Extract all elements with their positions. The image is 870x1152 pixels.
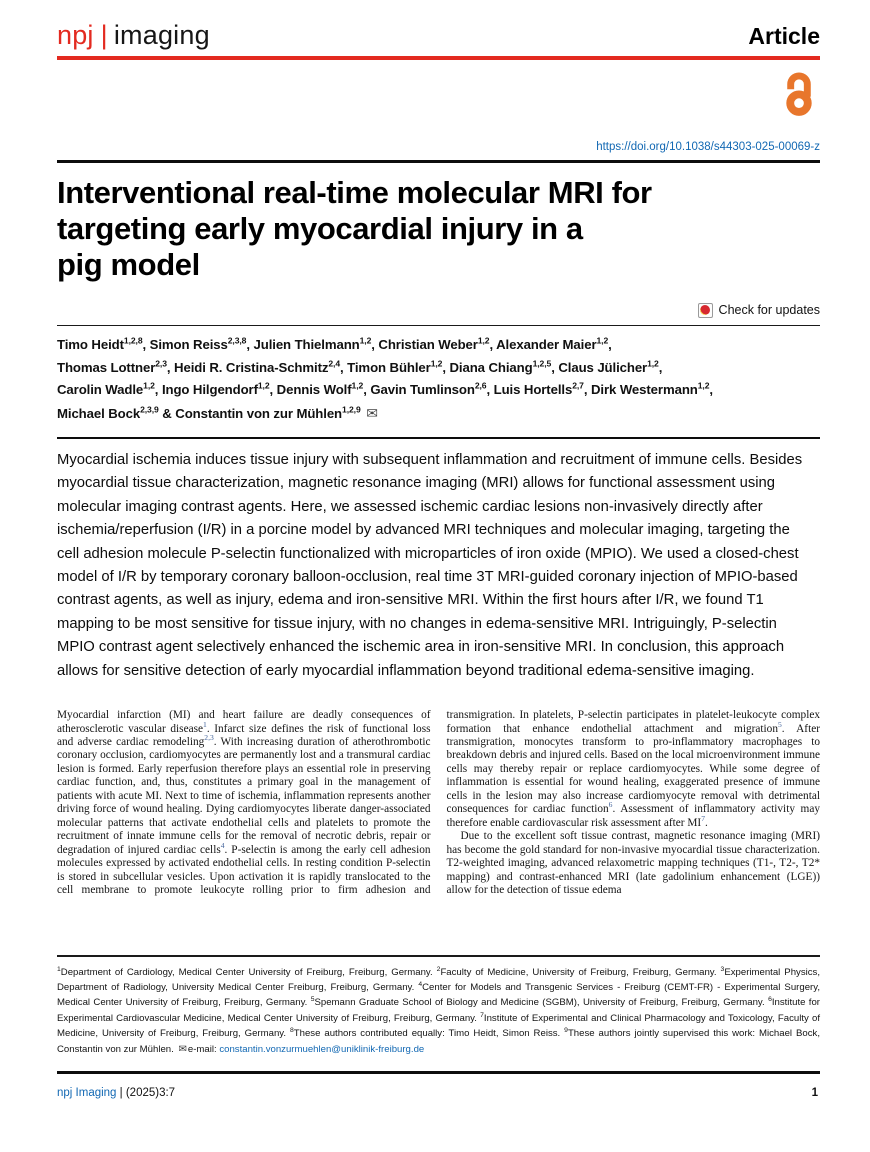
crossmark-icon — [698, 303, 713, 318]
abstract-top-rule — [57, 437, 820, 439]
superscript: 5 — [310, 996, 315, 1004]
open-access-row — [57, 69, 820, 117]
author-affiliation-superscript: 1,2 — [143, 380, 155, 391]
corresponding-author-email-icon[interactable]: ✉ — [366, 404, 378, 421]
body-paragraph-1: Myocardial infarction (MI) and heart failure are deadly consequences of atherosclerotic vascular disease$^1$. Infarct size defines the risk of functional loss and adverse cardiac remodeling$^{2,3}$. With increasing duration of atherothrombotic coronary occlusion, cardiomyocytes are permanently lost and a transmural cardiac lesion is formed. Early reperfusion therefore plays an essential role in preserving cardiac function, and, thus, constitutes a primary goal in the management of patients with acute MI. Next to time of ischemia, inflammation represents another driving force of wound healing. Dying cardiomyocytes liberate danger-associated molecular patterns that activate endothelial cells and platelets to promote the recruitment of innate immune cells for the removal of necrotic debris, repair or degradation of injured cardiac cells$^4$. P-selectin is among the early cell adhesion molecules expressed by activated endothelial cells. In resting condition P-selectin is stored in subcellular vesicles. Upon activation it is rapidly translocated to the cell membrane to promote leukocyte rolling prior to firm adhesion and transmigration. In platelets, P-selectin participates in platelet-leukocyte complex formation that enhance endothelial attachment and migration$^5$. After transmigration, monocytes transform to pro-inflammatory macrophages to breakdown debris and injured cells. Based on the local microenvironment immune cells may thereby repair or replace cardiomyocytes. While some degree of inflammation is essential for wound healing, exaggerated presence of immune cells in the lesion may also increase cardiomyocyte removal with detrimental consequences for cardiac function$^6$. Assessment of inflammatory activity may therefore enable cardiovascular risk assessment after $MI^7$. — [57, 709, 820, 896]
title-line: targeting early myocardial injury in a — [57, 210, 583, 246]
masthead — [57, 20, 820, 51]
author-affiliation-superscript: 2,3,8 — [227, 335, 247, 346]
check-for-updates-label: Check for updates — [718, 303, 820, 317]
author-line: Michael Bock$^{2,3,9}$ & Constantin von zur Mühlen$^{1,2,9}$ ✉ — [57, 404, 378, 421]
author-affiliation-superscript: 1,2 — [647, 358, 659, 369]
affiliations-text: $^1$Department of Cardiology, Medical Center University of Freiburg, Freiburg, Germany. $^2$Faculty of Medicine, University of Freiburg, Freiburg, Germany. $^3$Experimental Physics, Department of Radiology, University Medical Center Freiburg, Freiburg, Germany. $^4$Center for Models and Transgenic Services - Freiburg (CEMT-FR) - Experimental Surgery, Medical Center University of Freiburg, Freiburg, Germany. $^5$Spemann Graduate School of Biology and Medicine (SGBM), University of Freiburg, Freiburg, Germany. $^6$Institute for Experimental Cardiovascular Medicine, Medical Center University of Freiburg, Freiburg, Germany. $^7$Institute of Experimental and Clinical Pharmacology and Toxicology, Faculty of Medicine, University of Freiburg, Freiburg, Germany. $^8$These authors contributed equally: Timo Heidt, Simon Reiss. $^9$These authors jointly supervised this work: Michael Bock, Constantin von zur Mühlen. — [57, 965, 821, 1055]
email-icon: ✉ — [178, 1043, 187, 1055]
author-affiliation-superscript: 2,7 — [572, 380, 584, 391]
email-link[interactable]: constantin.vonzurmuehlen@uniklinik-freiburg.de — [219, 1043, 425, 1055]
body-paragraph-2: Due to the excellent soft tissue contrast, magnetic resonance imaging (MRI) has become the gold standard for non-invasive myocardial tissue characterization. T2-weighted imaging, advanced relaxometric mapping techniques (T1-, T2-, T2* mapping) and contrast-enhanced MRI (late gadolinium enhancement (LGE)) allow for the detection of tissue edema — [446, 830, 820, 896]
author-affiliation-superscript: 1,2,8 — [123, 335, 143, 346]
email-label: e-mail: — [187, 1043, 220, 1055]
superscript: 8 — [289, 1027, 294, 1034]
doi-row — [57, 141, 820, 153]
journal-logo — [57, 20, 210, 51]
open-access-icon — [778, 69, 820, 117]
footer-citation — [57, 1087, 175, 1099]
author-line: Carolin Wadle$^{1,2}$, Ingo Hilgendorf$^{1,2}$, Dennis Wolf$^{1,2}$, Gavin Tumlinson$^{2,6}$, Luis Hortells$^{2,7}$, Dirk Westermann$^{1,2}$, — [57, 380, 713, 397]
author-affiliation-superscript: 2,6 — [474, 380, 487, 391]
superscript: 2 — [436, 965, 441, 973]
abstract-text: Myocardial ischemia induces tissue injury with subsequent inflammation and recruitment of immune cells. Besides myocardial tissue characterization, magnetic resonance imaging (MRI) allows for functional assessment using molecular imaging contrast agents. Here, we assessed ischemic cardiac lesions non-invasively directly after ischemia/reperfusion (I/R) in a porcine model by advanced MRI techniques and molecular imaging, targeting the cell adhesion molecule P-selectin functionalized with microparticles of iron oxide (MPIO). We used a closed-chest model of I/R by temporary coronary balloon-occlusion, real time 3T MRI-guided coronary injection of MPIO-based contrast agents, as well as injury, edema and iron-sensitive MRI. Within the first hours after I/R, we found T1 mapping to be most sensitive for tissue injury, with no changes in edema-sensitive MRI. Intriguingly, P-selectin MPIO contrast agent selectively enhanced the ischemic area in iron-sensitive MRI. In conclusion, this approach allows for sensitive detection of early myocardial inflammation beyond traditional edema-sensitive imaging. — [57, 452, 803, 679]
superscript: 2,3 — [204, 733, 214, 743]
article-type-label: Article — [748, 23, 820, 49]
author-affiliation-superscript: 1,2,9 — [342, 404, 361, 415]
superscript: 3 — [720, 965, 725, 973]
author-affiliation-superscript: 1,2 — [430, 358, 443, 369]
author-line: Thomas Lottner$^{2,3}$, Heidi R. Cristina-Schmitz$^{2,4}$, Timon Bühler$^{1,2}$, Diana Chiang$^{1,2,5}$, Claus Jülicher$^{1,2}$, — [57, 358, 663, 375]
footnote-rule — [57, 955, 820, 957]
title-line: Interventional real-time molecular MRI for — [57, 174, 652, 210]
doi-link[interactable]: https://doi.org/10.1038/s44303-025-00069-z — [596, 141, 820, 153]
author-line: Timo Heidt$^{1,2,8}$, Simon Reiss$^{2,3,8}$, Julien Thielmann$^{1,2}$, Christian Weber$^{1,2}$, Alexander Maier$^{1,2}$, — [57, 335, 612, 352]
header-rule — [57, 160, 820, 163]
author-list — [57, 334, 820, 425]
author-affiliation-superscript: 2,3 — [155, 358, 167, 369]
page-title — [57, 175, 820, 283]
superscript: 6 — [768, 996, 772, 1004]
footer-journal-link[interactable]: npj Imaging — [57, 1086, 117, 1099]
superscript: 1 — [203, 719, 207, 729]
journal-logo-name: imaging — [113, 20, 210, 50]
superscript: 7 — [480, 1011, 484, 1019]
journal-logo-divider: | — [100, 20, 108, 50]
author-affiliation-superscript: 1,2 — [351, 380, 364, 391]
author-affiliation-superscript: 1,2 — [257, 380, 270, 391]
check-for-updates-badge[interactable] — [57, 303, 820, 318]
masthead-rule — [57, 56, 820, 60]
author-affiliation-superscript: 1,2,5 — [532, 358, 552, 369]
superscript: 5 — [777, 719, 782, 729]
superscript: 7 — [701, 813, 705, 823]
page-number: 1 — [811, 1086, 818, 1099]
body-columns — [57, 709, 820, 933]
affiliations-footnote — [57, 965, 820, 1057]
superscript: 4 — [220, 840, 225, 850]
author-affiliation-superscript: 2,4 — [328, 358, 341, 369]
author-affiliation-superscript: 1,2 — [697, 380, 710, 391]
footer-citation-text: | (2025)3:7 — [116, 1086, 176, 1099]
author-affiliation-superscript: 1,2 — [477, 335, 490, 346]
superscript: 4 — [418, 980, 423, 988]
journal-logo-npj: npj — [57, 20, 94, 50]
author-affiliation-superscript: 1,2 — [359, 335, 372, 346]
superscript: 1 — [57, 965, 61, 973]
superscript: 9 — [564, 1027, 568, 1034]
page-footer — [57, 1074, 820, 1099]
superscript: 6 — [608, 800, 613, 810]
title-line: pig model — [57, 246, 200, 282]
authors-top-rule — [57, 325, 820, 327]
author-affiliation-superscript: 1,2 — [596, 335, 609, 346]
author-affiliation-superscript: 2,3,9 — [140, 404, 159, 415]
